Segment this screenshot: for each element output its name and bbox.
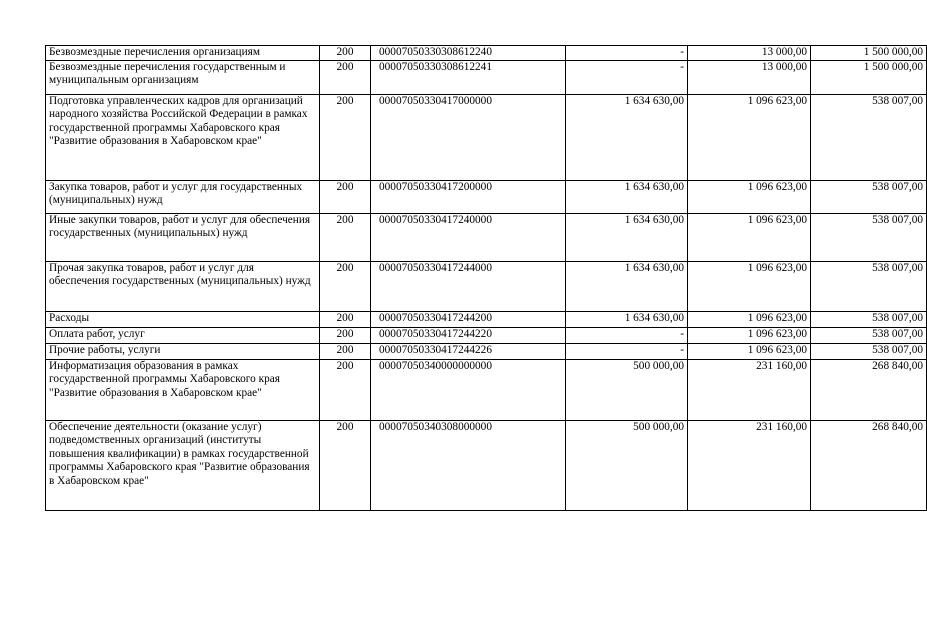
- budget-classification-code-cell: 00007050330417244226: [371, 344, 566, 360]
- line-code-cell: 200: [320, 328, 371, 344]
- approved-amount-cell: -: [566, 344, 688, 360]
- budget-execution-table: [45, 45, 927, 511]
- approved-amount-cell: 500 000,00: [566, 360, 688, 421]
- expense-name-cell: Прочие работы, услуги: [46, 344, 320, 360]
- remaining-amount-cell: 1 500 000,00: [811, 61, 927, 95]
- remaining-amount-cell: 268 840,00: [811, 360, 927, 421]
- budget-classification-code-cell: 00007050330417244220: [371, 328, 566, 344]
- expense-name-cell: Подготовка управленческих кадров для организаций народного хозяйства Российской Федерации в рамках государственной программы Хабаровского края "Развитие образования в Хабаровском крае": [46, 95, 320, 181]
- expense-name-cell: Обеспечение деятельности (оказание услуг) подведомственных организаций (институты повышения квалификации) в рамках государственной программы Хабаровского края "Развитие образования в Хабаровском крае": [46, 421, 320, 511]
- expense-name-cell: Прочая закупка товаров, работ и услуг для обеспечения государственных (муниципальных) нужд: [46, 262, 320, 312]
- approved-amount-cell: 500 000,00: [566, 421, 688, 511]
- budget-classification-code-cell: 00007050330417244000: [371, 262, 566, 312]
- executed-amount-cell: 1 096 623,00: [688, 181, 811, 214]
- budget-classification-code-cell: 00007050330308612241: [371, 61, 566, 95]
- table-row: [46, 328, 927, 344]
- approved-amount-cell: 1 634 630,00: [566, 181, 688, 214]
- table-row: [46, 214, 927, 262]
- executed-amount-cell: 1 096 623,00: [688, 344, 811, 360]
- expense-name-cell: Безвозмездные перечисления государственным и муниципальным организациям: [46, 61, 320, 95]
- approved-amount-cell: 1 634 630,00: [566, 262, 688, 312]
- expense-name-cell: Информатизация образования в рамках государственной программы Хабаровского края "Развитие образования в Хабаровском крае": [46, 360, 320, 421]
- budget-classification-code-cell: 00007050330417200000: [371, 181, 566, 214]
- line-code-cell: 200: [320, 181, 371, 214]
- approved-amount-cell: 1 634 630,00: [566, 214, 688, 262]
- executed-amount-cell: 1 096 623,00: [688, 262, 811, 312]
- remaining-amount-cell: 1 500 000,00: [811, 46, 927, 61]
- expense-name-cell: Расходы: [46, 312, 320, 328]
- remaining-amount-cell: 538 007,00: [811, 214, 927, 262]
- line-code-cell: 200: [320, 262, 371, 312]
- expense-name-cell: Иные закупки товаров, работ и услуг для обеспечения государственных (муниципальных) нужд: [46, 214, 320, 262]
- table-row: [46, 421, 927, 511]
- budget-classification-code-cell: 00007050330417000000: [371, 95, 566, 181]
- line-code-cell: 200: [320, 61, 371, 95]
- line-code-cell: 200: [320, 95, 371, 181]
- expense-name-cell: Безвозмездные перечисления организациям: [46, 46, 320, 61]
- line-code-cell: 200: [320, 46, 371, 61]
- remaining-amount-cell: 538 007,00: [811, 95, 927, 181]
- line-code-cell: 200: [320, 360, 371, 421]
- remaining-amount-cell: 538 007,00: [811, 312, 927, 328]
- table-row: [46, 46, 927, 61]
- line-code-cell: 200: [320, 214, 371, 262]
- budget-classification-code-cell: 00007050330417240000: [371, 214, 566, 262]
- executed-amount-cell: 1 096 623,00: [688, 312, 811, 328]
- table-row: [46, 360, 927, 421]
- remaining-amount-cell: 538 007,00: [811, 181, 927, 214]
- expense-name-cell: Закупка товаров, работ и услуг для государственных (муниципальных) нужд: [46, 181, 320, 214]
- executed-amount-cell: 231 160,00: [688, 421, 811, 511]
- expense-name-cell: Оплата работ, услуг: [46, 328, 320, 344]
- table-row: [46, 181, 927, 214]
- line-code-cell: 200: [320, 344, 371, 360]
- remaining-amount-cell: 538 007,00: [811, 262, 927, 312]
- approved-amount-cell: -: [566, 328, 688, 344]
- table-row: [46, 312, 927, 328]
- table-row: [46, 262, 927, 312]
- executed-amount-cell: 13 000,00: [688, 61, 811, 95]
- budget-classification-code-cell: 00007050330308612240: [371, 46, 566, 61]
- line-code-cell: 200: [320, 421, 371, 511]
- executed-amount-cell: 13 000,00: [688, 46, 811, 61]
- approved-amount-cell: -: [566, 61, 688, 95]
- table-row: [46, 61, 927, 95]
- budget-classification-code-cell: 00007050340308000000: [371, 421, 566, 511]
- remaining-amount-cell: 538 007,00: [811, 344, 927, 360]
- executed-amount-cell: 231 160,00: [688, 360, 811, 421]
- budget-classification-code-cell: 00007050340000000000: [371, 360, 566, 421]
- remaining-amount-cell: 538 007,00: [811, 328, 927, 344]
- line-code-cell: 200: [320, 312, 371, 328]
- table-row: [46, 95, 927, 181]
- executed-amount-cell: 1 096 623,00: [688, 214, 811, 262]
- executed-amount-cell: 1 096 623,00: [688, 328, 811, 344]
- approved-amount-cell: 1 634 630,00: [566, 95, 688, 181]
- approved-amount-cell: 1 634 630,00: [566, 312, 688, 328]
- executed-amount-cell: 1 096 623,00: [688, 95, 811, 181]
- table-row: [46, 344, 927, 360]
- budget-classification-code-cell: 00007050330417244200: [371, 312, 566, 328]
- remaining-amount-cell: 268 840,00: [811, 421, 927, 511]
- approved-amount-cell: -: [566, 46, 688, 61]
